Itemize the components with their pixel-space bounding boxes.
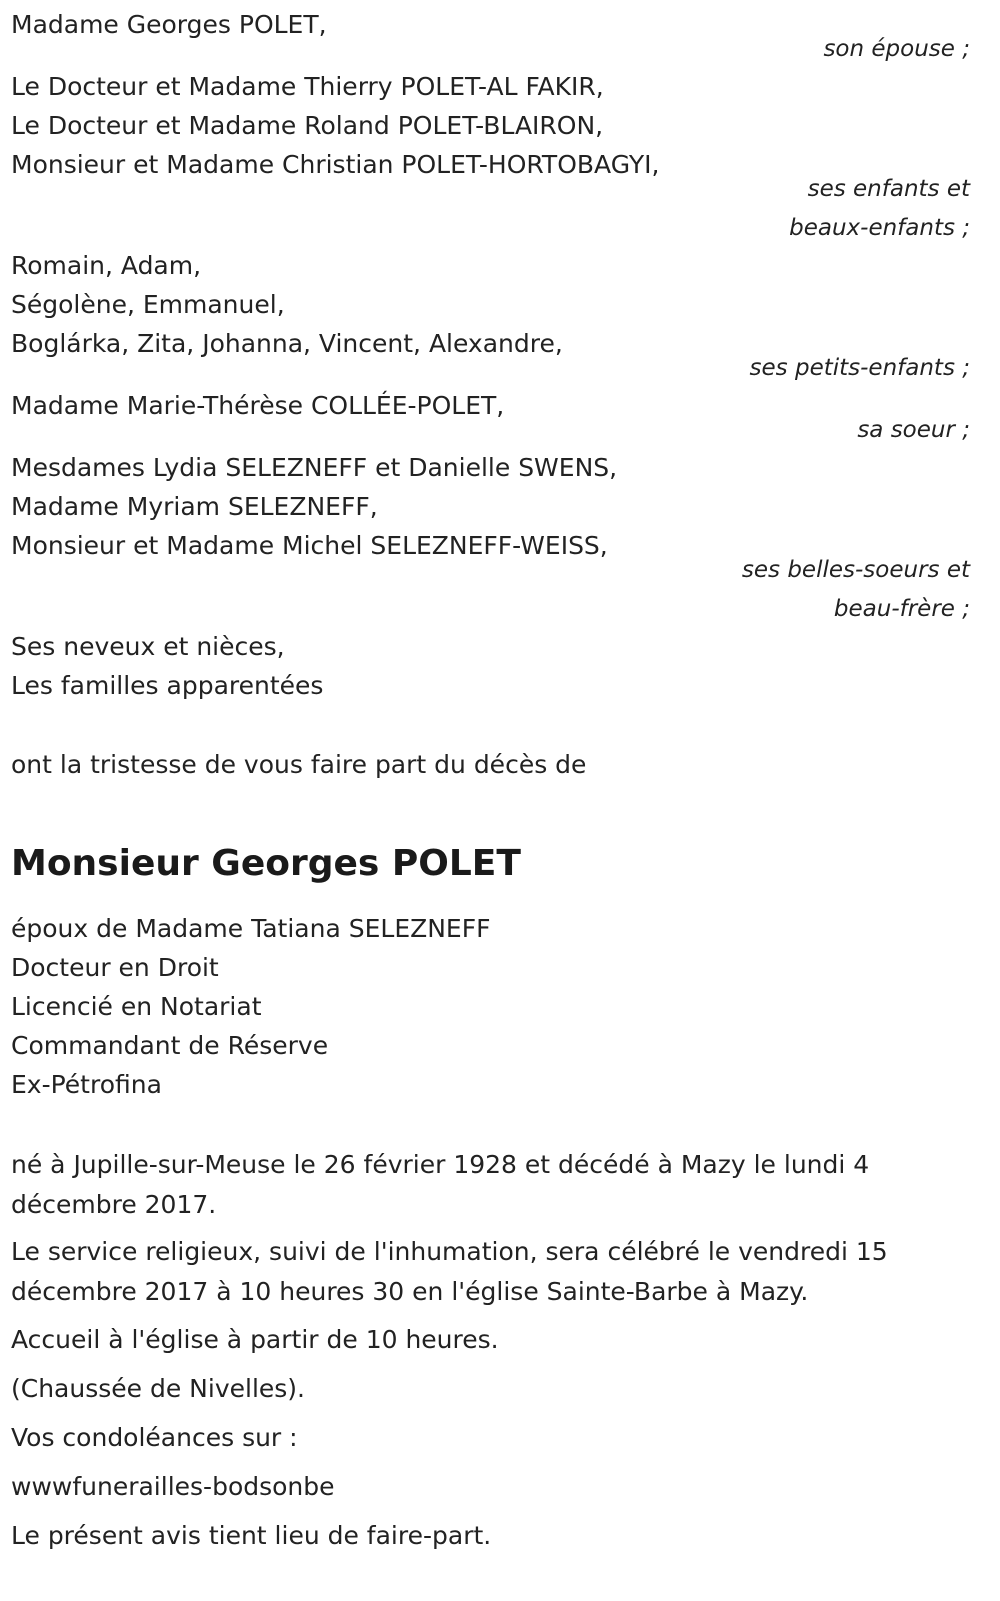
title-line: Ex-Pétrofina [11,1070,162,1099]
grandchildren-line: Boglárka, Zita, Johanna, Vincent, Alexandre, [11,329,563,358]
address-text: (Chaussée de Nivelles). [11,1374,305,1403]
announcement-text: ont la tristesse de vous faire part du décès de [11,750,587,779]
deceased-name: Monsieur Georges POLET [11,843,521,884]
title-line: Docteur en Droit [11,953,219,982]
spouse-relation: son épouse ; [823,36,970,62]
child-line: Le Docteur et Madame Roland POLET-BLAIRON, [11,111,604,140]
sister-relation: sa soeur ; [857,417,970,443]
welcome-text: Accueil à l'église à partir de 10 heures. [11,1325,499,1354]
sister-name: Madame Marie-Thérèse COLLÉE-POLET, [11,391,505,420]
grandchildren-line: Ségolène, Emmanuel, [11,290,285,319]
others-line: Ses neveux et nièces, [11,632,285,661]
grandchildren-relation: ses petits-enfants ; [749,355,970,381]
notice-text: Le présent avis tient lieu de faire-part. [11,1521,492,1550]
children-relation-line2: beaux-enfants ; [789,215,970,241]
title-line: Licencié en Notariat [11,992,262,1021]
website-text: wwwfunerailles-bodsonbe [11,1472,335,1501]
children-relation-line1: ses enfants et [807,176,970,202]
service-text: Le service religieux, suivi de l'inhumation, sera célébré le vendredi 15 décembre 2017 à 10 heures 30 en l'église Sainte-Barbe à Mazy. [11,1237,888,1306]
grandchildren-line: Romain, Adam, [11,251,202,280]
others-line: Les familles apparentées [11,671,324,700]
inlaw-line: Monsieur et Madame Michel SELEZNEFF-WEISS, [11,531,608,560]
inlaws-relation-line2: beau-frère ; [833,596,970,622]
spouse-name: Madame Georges POLET, [11,10,327,39]
inlaw-line: Madame Myriam SELEZNEFF, [11,492,378,521]
condolences-text: Vos condoléances sur : [11,1423,298,1452]
inlaws-relation-line1: ses belles-soeurs et [741,557,970,583]
child-line: Monsieur et Madame Christian POLET-HORTOBAGYI, [11,150,660,179]
title-line: époux de Madame Tatiana SELEZNEFF [11,914,491,943]
child-line: Le Docteur et Madame Thierry POLET-AL FAKIR, [11,72,604,101]
title-line: Commandant de Réserve [11,1031,329,1060]
birth-death-text: né à Jupille-sur-Meuse le 26 février 1928 et décédé à Mazy le lundi 4 décembre 2017. [11,1150,870,1219]
inlaw-line: Mesdames Lydia SELEZNEFF et Danielle SWENS, [11,453,618,482]
